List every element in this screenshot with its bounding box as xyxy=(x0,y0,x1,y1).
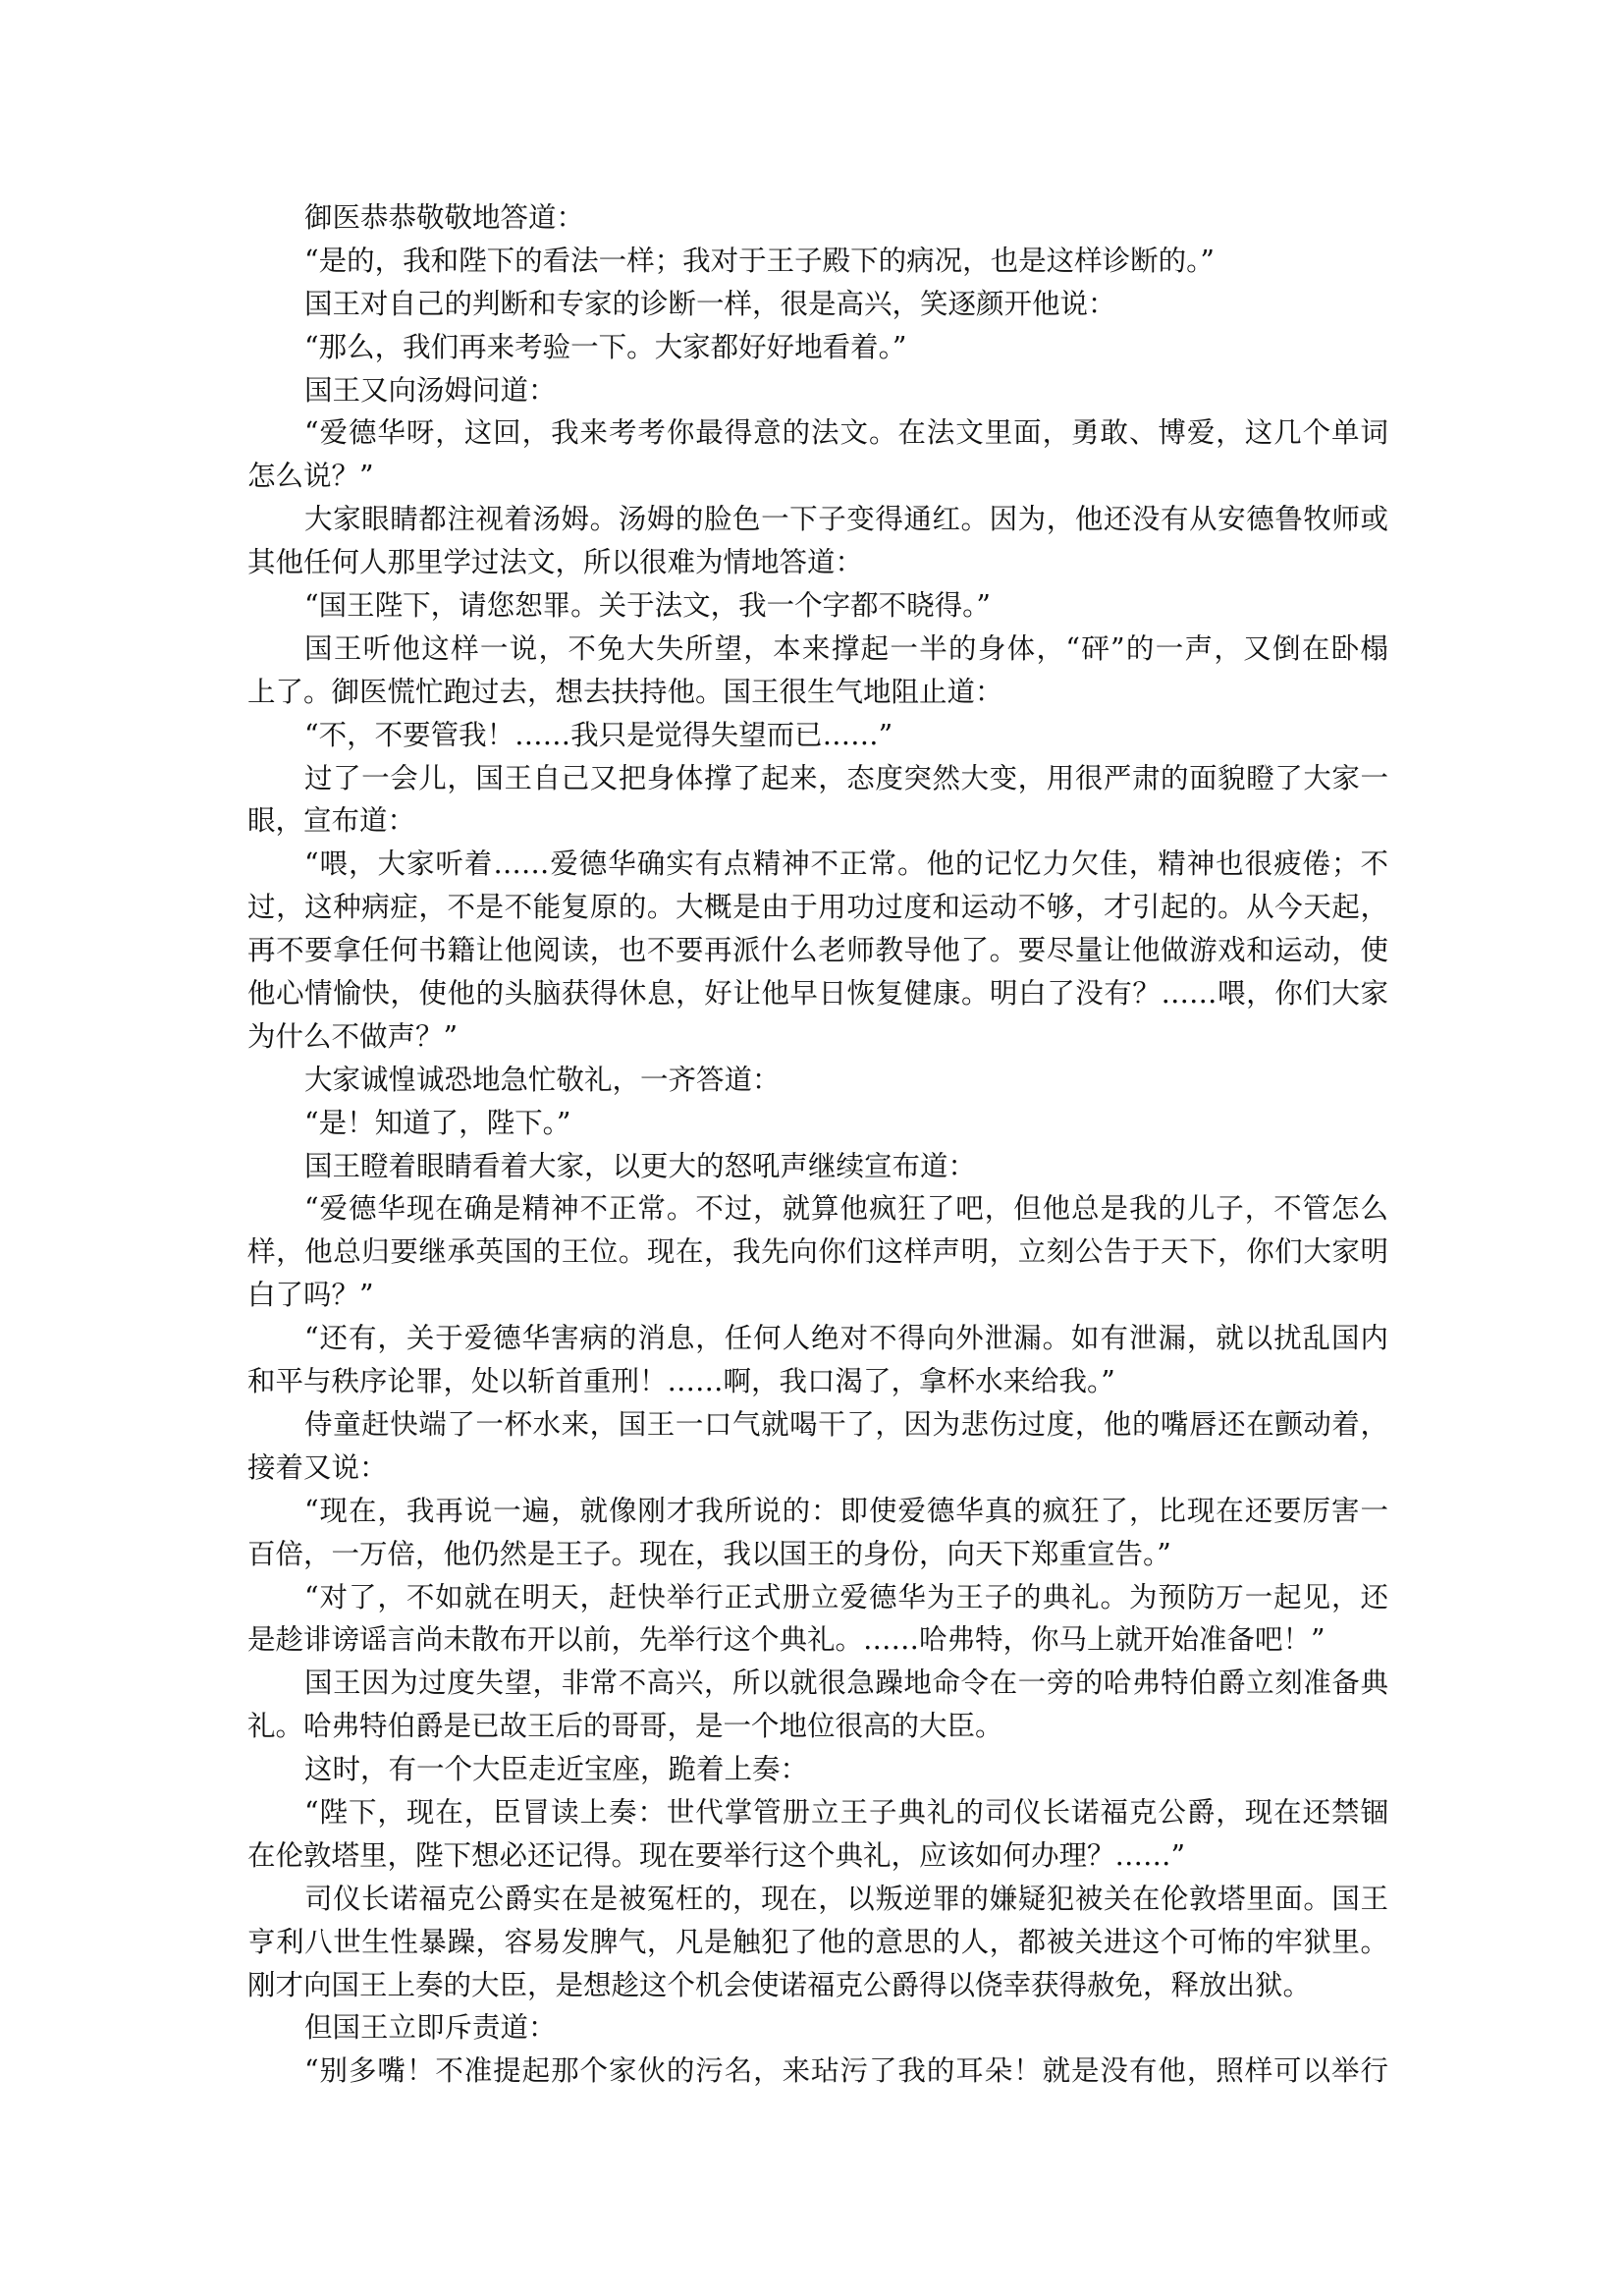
text-line: 眼，宣布道： xyxy=(247,804,416,838)
paragraph xyxy=(247,326,1388,369)
text-line: “那么，我们再来考验一下。大家都好好地看着。” xyxy=(304,330,907,363)
text-line: “喂，大家听着……爱德华确实有点精神不正常。他的记忆力欠佳，精神也很疲倦；不 xyxy=(304,847,1388,881)
paragraph xyxy=(247,2050,1388,2093)
paragraph xyxy=(247,369,1388,412)
text-line: 样，他总归要继承英国的王位。现在，我先向你们这样声明，立刻公告于天下，你们大家明 xyxy=(247,1235,1388,1269)
paragraph xyxy=(247,411,1388,498)
text-line: 侍童赶快端了一杯水来，国王一口气就喝干了，因为悲伤过度，他的嘴唇还在颤动着， xyxy=(304,1407,1388,1441)
text-line: “爱德华现在确是精神不正常。不过，就算他疯狂了吧，但他总是我的儿子，不管怎么 xyxy=(304,1192,1388,1226)
paragraph xyxy=(247,584,1388,628)
text-line: 国王对自己的判断和专家的诊断一样，很是高兴，笑逐颜开他说： xyxy=(304,287,1116,320)
paragraph xyxy=(247,1791,1388,1878)
paragraph xyxy=(247,196,1388,240)
document-body xyxy=(247,196,1388,2093)
paragraph xyxy=(247,1187,1388,1317)
text-line: 司仪长诺福克公爵实在是被冤枉的，现在，以叛逆罪的嫌疑犯被关在伦敦塔里面。国王 xyxy=(304,1882,1388,1915)
text-line: 其他任何人那里学过法文，所以很难为情地答道： xyxy=(247,546,864,579)
text-line: 但国王立即斥责道： xyxy=(304,2011,557,2045)
text-line: 怎么说？” xyxy=(247,460,374,493)
text-line: “是！知道了，陛下。” xyxy=(304,1106,571,1139)
paragraph xyxy=(247,1878,1388,2007)
text-line: “陛下，现在，臣冒读上奏：世代掌管册立王子典礼的司仪长诺福克公爵，现在还禁锢 xyxy=(304,1795,1388,1829)
paragraph xyxy=(247,628,1388,714)
paragraph xyxy=(247,714,1388,757)
text-line: 国王听他这样一说，不免大失所望，本来撑起一半的身体，“砰”的一声，又倒在卧榻 xyxy=(304,631,1388,665)
text-line: 白了吗？” xyxy=(247,1279,374,1312)
text-line: 大家诚惶诚恐地急忙敬礼，一齐答道： xyxy=(304,1063,781,1096)
text-line: 国王因为过度失望，非常不高兴，所以就很急躁地命令在一旁的哈弗特伯爵立刻准备典 xyxy=(304,1667,1388,1700)
text-line: 再不要拿任何书籍让他阅读，也不要再派什么老师教导他了。要尽量让他做游戏和运动，使 xyxy=(247,934,1388,967)
text-line: 御医恭恭敬敬地答道： xyxy=(304,201,585,234)
text-line: “是的，我和陛下的看法一样；我对于王子殿下的病况，也是这样诊断的。” xyxy=(304,244,1215,277)
paragraph xyxy=(247,1490,1388,1576)
text-line: “爱德华呀，这回，我来考考你最得意的法文。在法文里面，勇敢、博爱，这几个单词 xyxy=(304,416,1388,450)
text-line: 接着又说： xyxy=(247,1450,388,1484)
text-line: “不，不要管我！……我只是觉得失望而已……” xyxy=(304,718,893,751)
text-line: “现在，我再说一遍，就像刚才我所说的：即使爱德华真的疯狂了，比现在还要厉害一 xyxy=(304,1494,1388,1527)
text-line: 是趁诽谤谣言尚未散布开以前，先举行这个典礼。……哈弗特，你马上就开始准备吧！” xyxy=(247,1623,1325,1657)
text-line: 在伦敦塔里，陛下想必还记得。现在要举行这个典礼，应该如何办理？……” xyxy=(247,1838,1186,1872)
text-line: 上了。御医慌忙跑过去，想去扶持他。国王很生气地阻止道： xyxy=(247,675,1003,708)
text-line: 和平与秩序论罪，处以斩首重刑！……啊，我口渴了，拿杯水来给我。” xyxy=(247,1365,1115,1398)
text-line: “别多嘴！不准提起那个家伙的污名，来玷污了我的耳朵！就是没有他，照样可以举行 xyxy=(304,2054,1388,2088)
paragraph xyxy=(247,757,1388,844)
paragraph xyxy=(247,1145,1388,1188)
paragraph xyxy=(247,2006,1388,2050)
text-line: 这时，有一个大臣走近宝座，跪着上奏： xyxy=(304,1753,809,1786)
text-line: 百倍，一万倍，他仍然是王子。现在，我以国王的身份，向天下郑重宣告。” xyxy=(247,1537,1171,1570)
paragraph xyxy=(247,843,1388,1058)
paragraph xyxy=(247,498,1388,584)
paragraph xyxy=(247,1059,1388,1102)
text-line: “还有，关于爱德华害病的消息，任何人绝对不得向外泄漏。如有泄漏，就以扰乱国内 xyxy=(304,1322,1388,1355)
text-line: “对了，不如就在明天，赶快举行正式册立爱德华为王子的典礼。为预防万一起见，还 xyxy=(304,1580,1388,1613)
paragraph xyxy=(247,1403,1388,1490)
text-line: 国王瞪着眼睛看着大家，以更大的怒吼声继续宣布道： xyxy=(304,1149,977,1182)
text-line: 刚才向国王上奏的大臣，是想趁这个机会使诺福克公爵得以侥幸获得赦免，释放出狱。 xyxy=(247,1968,1312,2001)
text-line: 他心情愉快，使他的头脑获得休息，好让他早日恢复健康。明白了没有？……喂，你们大家 xyxy=(247,977,1388,1011)
paragraph xyxy=(247,283,1388,326)
paragraph xyxy=(247,1576,1388,1663)
text-line: 过，这种病症，不是不能复原的。大概是由于用功过度和运动不够，才引起的。从今天起， xyxy=(247,891,1388,924)
paragraph xyxy=(247,1317,1388,1403)
text-line: 为什么不做声？” xyxy=(247,1019,459,1053)
text-line: 亨利八世生性暴躁，容易发脾气，凡是触犯了他的意思的人，都被关进这个可怖的牢狱里。 xyxy=(247,1925,1388,1958)
text-line: 礼。哈弗特伯爵是已故王后的哥哥，是一个地位很高的大臣。 xyxy=(247,1710,1003,1743)
paragraph xyxy=(247,1662,1388,1748)
paragraph xyxy=(247,1748,1388,1791)
text-line: 过了一会儿，国王自己又把身体撑了起来，态度突然大变，用很严肃的面貌瞪了大家一 xyxy=(304,761,1388,794)
text-line: “国王陛下，请您恕罪。关于法文，我一个字都不晓得。” xyxy=(304,589,991,623)
text-line: 国王又向汤姆问道： xyxy=(304,373,557,407)
paragraph xyxy=(247,1102,1388,1145)
paragraph xyxy=(247,240,1388,283)
text-line: 大家眼睛都注视着汤姆。汤姆的脸色一下子变得通红。因为，他还没有从安德鲁牧师或 xyxy=(304,503,1388,536)
